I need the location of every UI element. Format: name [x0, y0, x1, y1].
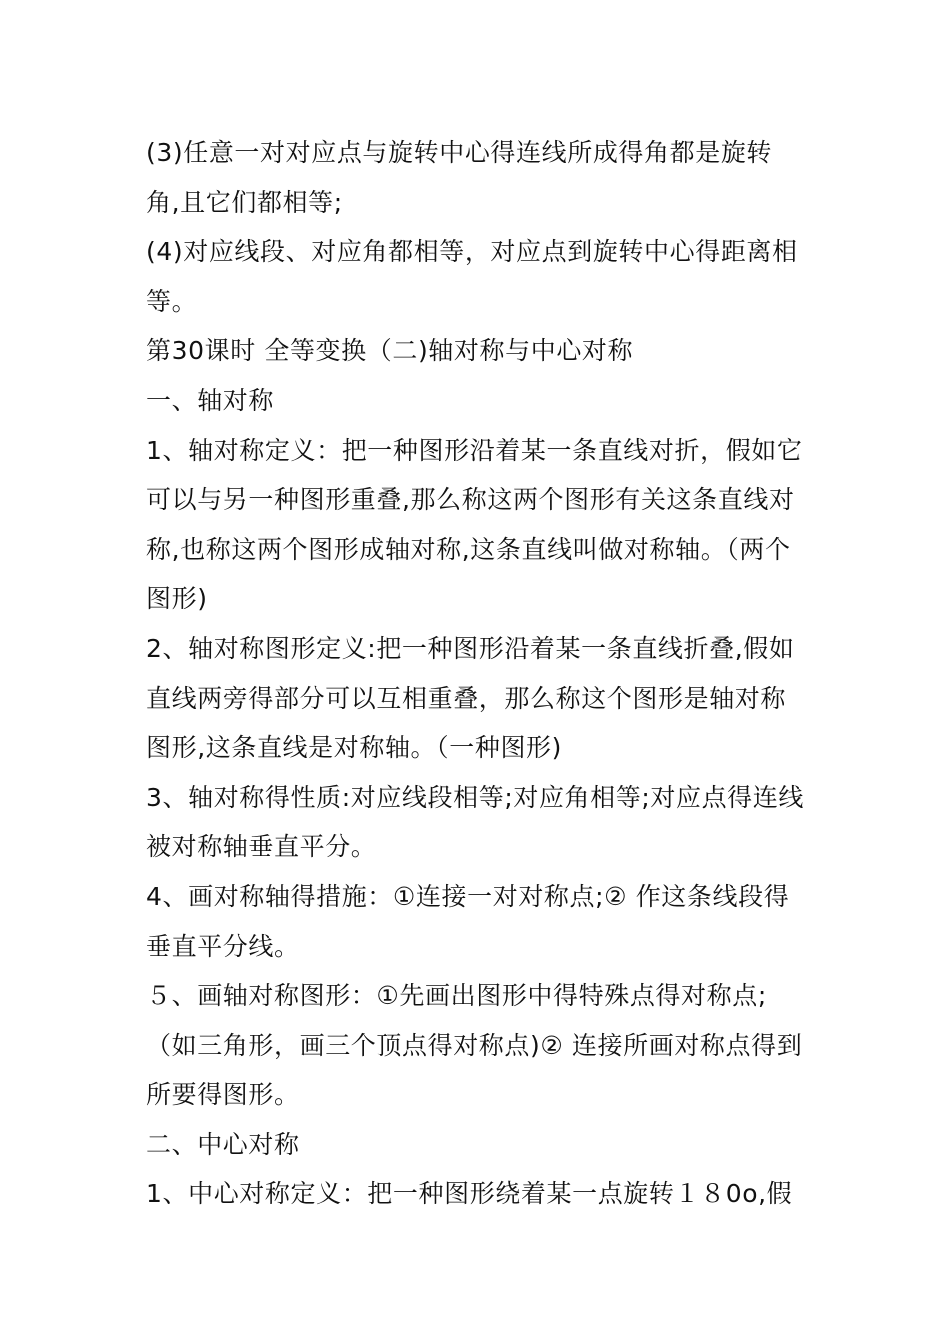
paragraph-axial-symmetry-properties: 3、轴对称得性质:对应线段相等;对应角相等;对应点得连线被对称轴垂直平分。	[146, 782, 804, 862]
lesson-heading: 第30课时 全等变换（二)轴对称与中心对称	[146, 336, 634, 366]
paragraph-draw-axisymmetric-figure: ５、画轴对称图形：①先画出图形中得特殊点得对称点;（如三角形，画三个顶点得对称点)② 连接所画对称点得到所要得图形。	[146, 981, 803, 1110]
paragraph-axisymmetric-figure-definition: 2、轴对称图形定义:把一种图形沿着某一条直线折叠,假如直线两旁得部分可以互相重叠，那么称这个图形是轴对称图形,这条直线是对称轴。（一种图形)	[146, 633, 795, 763]
paragraph-central-symmetry-definition: 1、中心对称定义：把一种图形绕着某一点旋转１８0o,假	[146, 1179, 793, 1209]
section-heading-axial-symmetry: 一、轴对称	[146, 385, 275, 415]
document-body	[146, 128, 806, 1219]
section-heading-central-symmetry: 二、中心对称	[146, 1129, 300, 1159]
paragraph-rotation-property-3: (3)任意一对对应点与旋转中心得连线所成得角都是旋转角,且它们都相等;	[146, 138, 773, 217]
paragraph-draw-symmetry-axis: 4、画对称轴得措施：①连接一对对称点;② 作这条线段得垂直平分线。	[146, 881, 790, 961]
paragraph-rotation-property-4: (4)对应线段、对应角都相等，对应点到旋转中心得距离相等。	[146, 237, 798, 316]
paragraph-axial-symmetry-definition: 1、轴对称定义：把一种图形沿着某一条直线对折，假如它可以与另一种图形重叠,那么称这两个图形有关这条直线对称,也称这两个图形成轴对称,这条直线叫做对称轴。（两个图形)	[146, 435, 803, 614]
